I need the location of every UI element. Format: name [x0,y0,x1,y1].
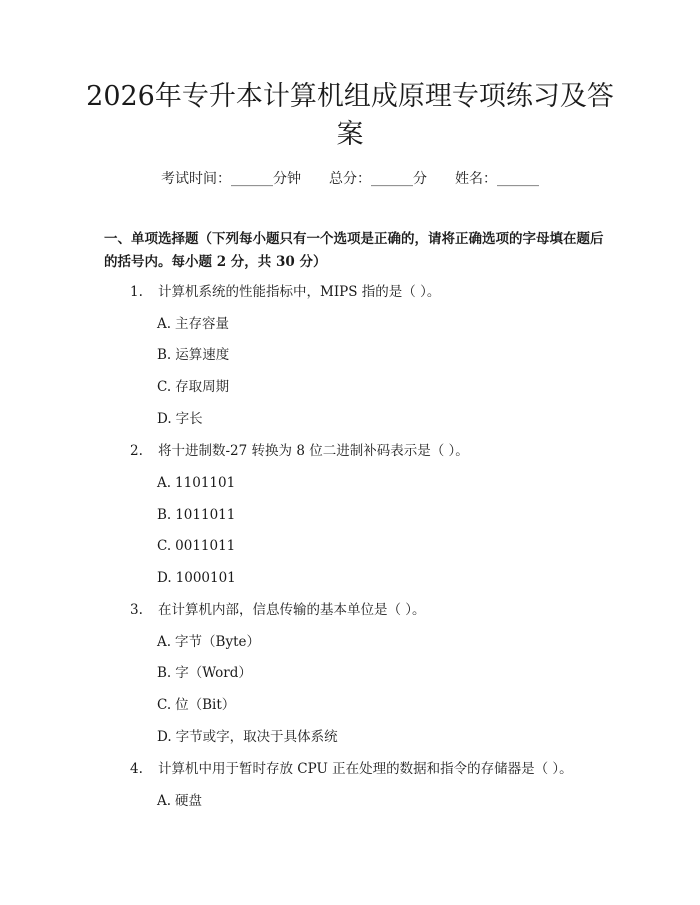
option-text: 运算速度 [175,347,230,363]
question-number: 1. [130,284,143,300]
question-text: 计算机中用于暂时存放 CPU 正在处理的数据和指令的存储器是（ ）。 [158,761,573,777]
name-field: 姓名：______ [455,171,539,187]
option-text: 字长 [175,411,203,427]
question-1-option-b [157,346,229,364]
document-title: 2026年专升本计算机组成原理专项练习及答案 [86,81,614,150]
option-letter: A. [157,316,172,332]
question-4 [130,760,573,778]
option-letter: C. [157,697,172,713]
question-1-option-a [157,315,229,333]
option-text: 1101101 [175,475,236,491]
section-heading: 一、单项选择题（下列每小题只有一个选项是正确的，请将正确选项的字母填在题后的括号内。每小题 2 分，共 30 分） [104,231,604,270]
question-2-option-b [157,506,235,524]
option-letter: A. [157,634,172,650]
option-text: 1011011 [175,507,236,523]
question-1-option-c [157,378,229,396]
question-3-option-b [157,664,252,682]
question-1 [130,283,440,301]
option-text: 存取周期 [175,379,230,395]
option-letter: A. [157,793,172,809]
question-2-option-a [157,474,235,492]
question-3-option-a [157,633,260,651]
question-2 [130,442,469,460]
question-4-option-a [157,792,202,810]
option-letter: A. [157,475,172,491]
option-text: 位（Bit） [175,697,236,713]
question-text: 将十进制数-27 转换为 8 位二进制补码表示是（ ）。 [158,443,469,459]
option-letter: D. [157,411,172,427]
question-text: 计算机系统的性能指标中，MIPS 指的是（ ）。 [158,284,441,300]
total-score-field: 总分：______分 [329,171,427,187]
question-1-option-d [157,410,203,428]
question-number: 3. [130,602,143,618]
option-text: 字节（Byte） [175,634,261,650]
question-number: 4. [130,761,143,777]
question-3 [130,601,426,619]
question-2-option-c [157,537,235,555]
option-letter: B. [157,347,172,363]
option-letter: B. [157,507,172,523]
option-letter: B. [157,665,172,681]
option-text: 1000101 [175,570,236,586]
option-letter: D. [157,729,172,745]
question-text: 在计算机内部，信息传输的基本单位是（ ）。 [158,602,426,618]
option-text: 字（Word） [175,665,252,681]
question-3-option-c [157,696,235,714]
exam-time-field: 考试时间：______分钟 [161,171,301,187]
question-2-option-d [157,569,236,587]
option-text: 字节或字，取决于具体系统 [175,729,338,745]
option-letter: C. [157,379,172,395]
option-letter: D. [157,570,172,586]
option-text: 硬盘 [175,793,203,809]
question-number: 2. [130,443,143,459]
exam-info-line [0,168,700,188]
option-letter: C. [157,538,172,554]
question-3-option-d [157,728,338,746]
option-text: 主存容量 [175,316,230,332]
option-text: 0011011 [175,538,236,554]
